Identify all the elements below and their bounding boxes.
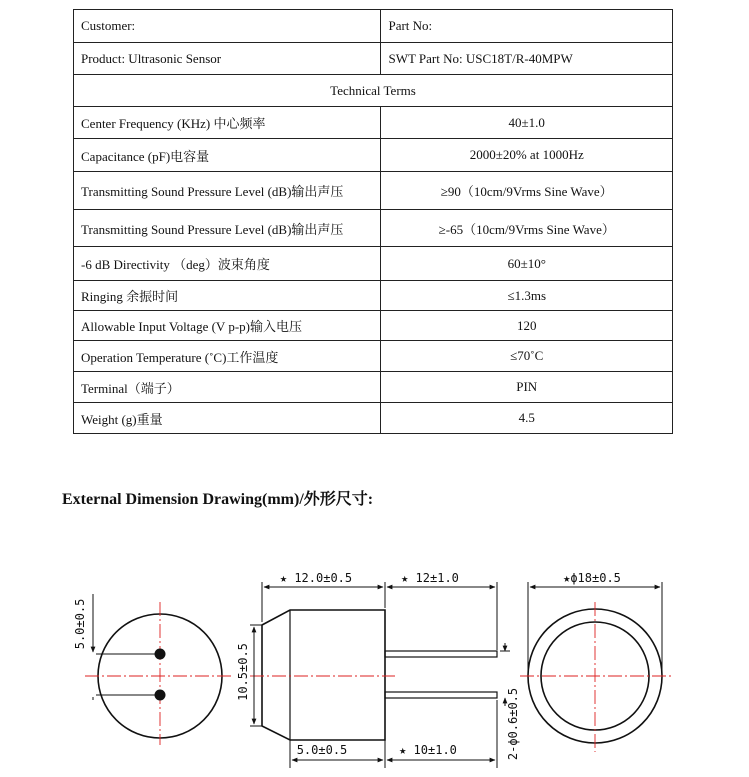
pin-diameter-dim: 2-ϕ0.6±0.5 <box>506 687 520 761</box>
dimension-drawing <box>0 560 749 777</box>
drawing-heading: External Dimension Drawing(mm)/外形尺寸: <box>62 491 374 508</box>
base-length-dim: 5.0±0.5 <box>296 743 348 757</box>
row-value: ≥-65（10cm/9Vrms Sine Wave） <box>381 210 673 247</box>
spec-table <box>73 9 673 434</box>
row-label: Center Frequency (KHz) 中心频率 <box>74 107 381 139</box>
body-height-dim: 10.5±0.5 <box>236 643 250 701</box>
table-row <box>74 341 673 372</box>
table-row <box>74 139 673 172</box>
row-value: 40±1.0 <box>381 107 673 139</box>
row-value: ≤1.3ms <box>381 281 673 311</box>
pin-lead <box>385 692 497 698</box>
table-row <box>74 311 673 341</box>
row-label: Allowable Input Voltage (V p-p)输入电压 <box>74 311 381 341</box>
pin-lead <box>385 651 497 657</box>
row-value: 120 <box>381 311 673 341</box>
table-row <box>74 172 673 210</box>
row-label: Weight (g)重量 <box>74 403 381 434</box>
pin-spacing-dim: 5.0±0.5 <box>73 598 87 650</box>
table-row <box>74 75 673 107</box>
row-value: 4.5 <box>381 403 673 434</box>
side-view-body <box>262 610 385 740</box>
diameter-dim: ★ϕ18±0.5 <box>563 571 621 585</box>
row-value: PIN <box>381 372 673 403</box>
pin-dot <box>155 649 166 660</box>
row-value: ≥90（10cm/9Vrms Sine Wave） <box>381 172 673 210</box>
product-label: Product: Ultrasonic Sensor <box>74 43 381 75</box>
table-row <box>74 107 673 139</box>
table-row <box>74 43 673 75</box>
lead-length-dim: ★ 10±1.0 <box>399 743 457 757</box>
row-label: Transmitting Sound Pressure Level (dB)输出声压 <box>74 172 381 210</box>
row-label: Ringing 余振时间 <box>74 281 381 311</box>
table-row <box>74 10 673 43</box>
bottom-view <box>73 594 232 745</box>
part-no-label: Part No: <box>381 10 673 43</box>
table-row <box>74 403 673 434</box>
table-row <box>74 210 673 247</box>
front-view <box>520 571 672 752</box>
section-title: Technical Terms <box>74 75 673 107</box>
row-label: Capacitance (pF)电容量 <box>74 139 381 172</box>
body-length-dim: ★ 12.0±0.5 <box>279 571 353 585</box>
table-row <box>74 247 673 281</box>
row-value: ≤70˚C <box>381 341 673 372</box>
swt-part-no: SWT Part No: USC18T/R-40MPW <box>381 43 673 75</box>
row-value: 2000±20% at 1000Hz <box>381 139 673 172</box>
row-value: 60±10° <box>381 247 673 281</box>
row-label: -6 dB Directivity （deg）波束角度 <box>74 247 381 281</box>
row-label: Terminal（端子） <box>74 372 381 403</box>
row-label: Transmitting Sound Pressure Level (dB)输出声压 <box>74 210 381 247</box>
pin-dot <box>155 690 166 701</box>
table-row <box>74 281 673 311</box>
pin-length-dim: ★ 12±1.0 <box>401 571 459 585</box>
row-label: Operation Temperature (˚C)工作温度 <box>74 341 381 372</box>
table-row <box>74 372 673 403</box>
side-view <box>236 571 520 768</box>
customer-label: Customer: <box>74 10 381 43</box>
